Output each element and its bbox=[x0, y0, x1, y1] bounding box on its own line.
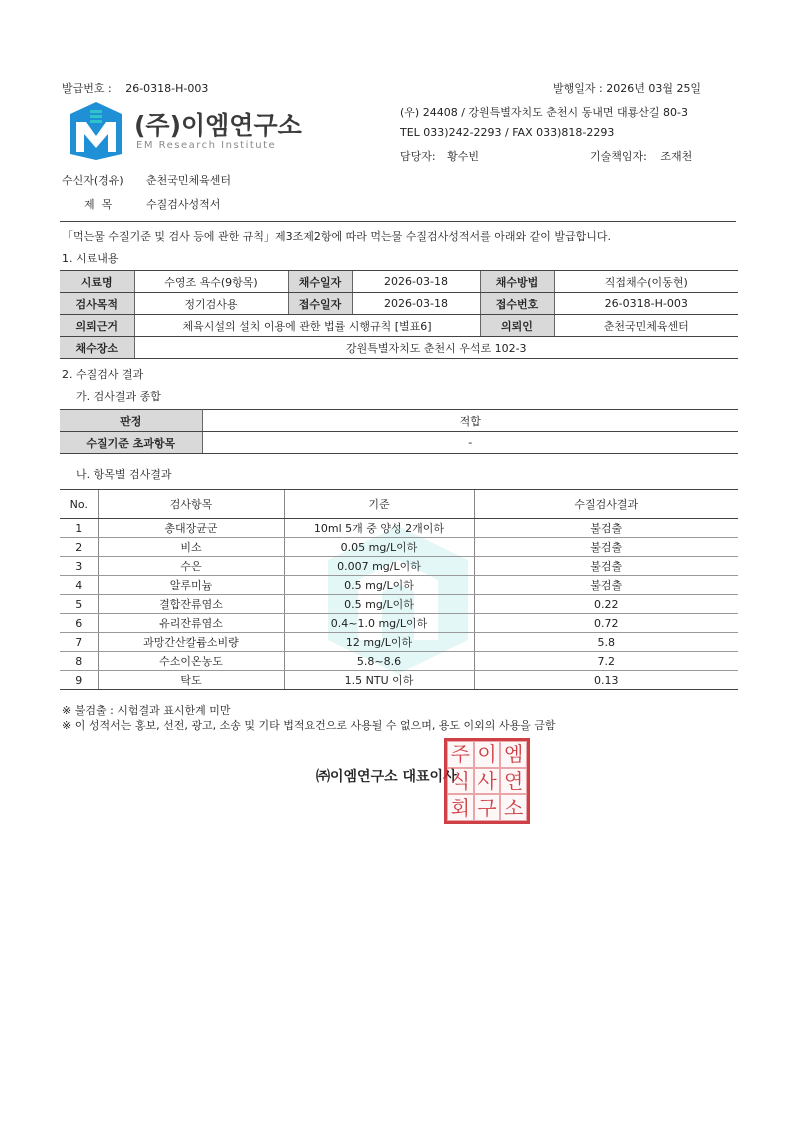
standard: 0.4~1.0 mg/L이하 bbox=[284, 614, 474, 633]
company-contact: TEL 033)242-2293 / FAX 033)818-2293 bbox=[400, 126, 615, 139]
section-2-title: 2. 수질검사 결과 bbox=[62, 368, 144, 381]
divider bbox=[60, 221, 736, 222]
results-row bbox=[60, 538, 738, 557]
cell-value: 직접채수(이동현) bbox=[554, 271, 738, 293]
sample-info-row bbox=[60, 315, 738, 337]
summary-subtitle: 가. 검사결과 종합 bbox=[76, 390, 161, 403]
sample-info-row bbox=[60, 293, 738, 315]
stamp-char: 구 bbox=[474, 794, 501, 821]
cell-value: 정기검사용 bbox=[134, 293, 288, 315]
results-row bbox=[60, 652, 738, 671]
results-table bbox=[60, 489, 738, 690]
staff-label: 담당자: bbox=[400, 150, 436, 163]
summary-row bbox=[60, 432, 738, 454]
test-item: 결합잔류염소 bbox=[98, 595, 284, 614]
test-result: 0.13 bbox=[474, 671, 738, 690]
results-row bbox=[60, 519, 738, 538]
test-item: 과망간산칼륨소비량 bbox=[98, 633, 284, 652]
stamp-char: 주 bbox=[447, 741, 474, 768]
staff-name: 황수빈 bbox=[447, 150, 479, 163]
intro-text: 「먹는물 수질기준 및 검사 등에 관한 규칙」제3조제2항에 따라 먹는물 수질검사성적서를 아래와 같이 발급합니다. bbox=[62, 230, 611, 243]
standard: 0.007 mg/L이하 bbox=[284, 557, 474, 576]
col-header: 검사항목 bbox=[98, 490, 284, 519]
cell-label: 의뢰근거 bbox=[60, 315, 134, 337]
issue-number-value: 26-0318-H-003 bbox=[125, 82, 209, 95]
issue-number-label: 발급번호 : bbox=[62, 82, 112, 95]
col-header: 기준 bbox=[284, 490, 474, 519]
sample-info-row bbox=[60, 271, 738, 293]
stamp-char: 연 bbox=[500, 768, 527, 795]
results-row bbox=[60, 633, 738, 652]
results-row bbox=[60, 671, 738, 690]
test-result: 0.22 bbox=[474, 595, 738, 614]
cell-value: 체육시설의 설치 이용에 관한 법률 시행규칙 [별표6] bbox=[134, 315, 480, 337]
company-seal-stamp bbox=[444, 738, 530, 824]
test-result: 불검출 bbox=[474, 576, 738, 595]
test-item: 총대장균군 bbox=[98, 519, 284, 538]
results-row bbox=[60, 595, 738, 614]
cell-value: 2026-03-18 bbox=[352, 293, 480, 315]
stamp-char: 회 bbox=[447, 794, 474, 821]
row-number: 9 bbox=[60, 671, 98, 690]
tech-manager-name: 조재천 bbox=[660, 150, 693, 163]
tech-manager-label: 기술책임자: bbox=[590, 150, 647, 163]
row-number: 5 bbox=[60, 595, 98, 614]
signature: ㈜이엠연구소 대표이사 bbox=[316, 769, 457, 785]
row-number: 8 bbox=[60, 652, 98, 671]
exceed-value: - bbox=[202, 432, 738, 454]
row-number: 4 bbox=[60, 576, 98, 595]
cell-value: 2026-03-18 bbox=[352, 271, 480, 293]
test-item: 수소이온농도 bbox=[98, 652, 284, 671]
stamp-char: 사 bbox=[474, 768, 501, 795]
results-row bbox=[60, 557, 738, 576]
verdict-label: 판정 bbox=[60, 410, 202, 432]
cell-label: 채수장소 bbox=[60, 337, 134, 359]
row-number: 6 bbox=[60, 614, 98, 633]
subject-label: 제 목 bbox=[84, 198, 113, 211]
section-1-title: 1. 시료내용 bbox=[62, 252, 119, 265]
test-result: 불검출 bbox=[474, 557, 738, 576]
sample-info-table bbox=[60, 270, 738, 359]
verdict-value: 적합 bbox=[202, 410, 738, 432]
standard: 0.5 mg/L이하 bbox=[284, 595, 474, 614]
cell-label: 채수일자 bbox=[288, 271, 352, 293]
test-item: 탁도 bbox=[98, 671, 284, 690]
standard: 5.8~8.6 bbox=[284, 652, 474, 671]
summary-table bbox=[60, 409, 738, 454]
cell-value: 26-0318-H-003 bbox=[554, 293, 738, 315]
standard: 12 mg/L이하 bbox=[284, 633, 474, 652]
note-1: ※ 불검출 : 시험결과 표시한계 미만 bbox=[62, 704, 231, 717]
standard: 10ml 5개 중 양성 2개이하 bbox=[284, 519, 474, 538]
subject-value: 수질검사성적서 bbox=[146, 198, 221, 211]
cell-label: 채수방법 bbox=[480, 271, 554, 293]
exceed-label: 수질기준 초과항목 bbox=[60, 432, 202, 454]
test-result: 7.2 bbox=[474, 652, 738, 671]
company-address: (우) 24408 / 강원특별자치도 춘천시 동내면 대룡산길 80-3 bbox=[400, 106, 688, 119]
cell-label: 의뢰인 bbox=[480, 315, 554, 337]
test-item: 수은 bbox=[98, 557, 284, 576]
stamp-char: 식 bbox=[447, 768, 474, 795]
standard: 1.5 NTU 이하 bbox=[284, 671, 474, 690]
results-row bbox=[60, 614, 738, 633]
test-item: 유리잔류염소 bbox=[98, 614, 284, 633]
standard: 0.05 mg/L이하 bbox=[284, 538, 474, 557]
cell-value: 강원특별자치도 춘천시 우석로 102-3 bbox=[134, 337, 738, 359]
summary-row bbox=[60, 410, 738, 432]
results-header-row bbox=[60, 490, 738, 519]
test-result: 0.72 bbox=[474, 614, 738, 633]
row-number: 7 bbox=[60, 633, 98, 652]
tech-manager bbox=[590, 148, 692, 164]
stamp-char: 소 bbox=[500, 794, 527, 821]
standard: 0.5 mg/L이하 bbox=[284, 576, 474, 595]
row-number: 3 bbox=[60, 557, 98, 576]
cell-label: 검사목적 bbox=[60, 293, 134, 315]
test-result: 불검출 bbox=[474, 519, 738, 538]
col-header: 수질검사결과 bbox=[474, 490, 738, 519]
row-number: 2 bbox=[60, 538, 98, 557]
stamp-char: 엠 bbox=[500, 741, 527, 768]
company-name-en: EM Research Institute bbox=[136, 140, 277, 151]
cell-label: 접수일자 bbox=[288, 293, 352, 315]
recipient-label: 수신자(경유) bbox=[62, 174, 124, 187]
staff bbox=[400, 148, 479, 164]
company-logo-icon bbox=[64, 100, 128, 162]
cell-label: 접수번호 bbox=[480, 293, 554, 315]
cell-value: 춘천국민체육센터 bbox=[554, 315, 738, 337]
issue-number bbox=[62, 80, 208, 96]
cell-label: 시료명 bbox=[60, 271, 134, 293]
row-number: 1 bbox=[60, 519, 98, 538]
stamp-char: 이 bbox=[474, 741, 501, 768]
col-header: No. bbox=[60, 490, 98, 519]
recipient-value: 춘천국민체육센터 bbox=[146, 174, 232, 187]
issue-date: 발행일자 : 2026년 03월 25일 bbox=[553, 82, 702, 95]
test-item: 알루미늄 bbox=[98, 576, 284, 595]
results-row bbox=[60, 576, 738, 595]
company-name: (주)이엠연구소 bbox=[134, 111, 302, 140]
test-result: 불검출 bbox=[474, 538, 738, 557]
results-subtitle: 나. 항목별 검사결과 bbox=[76, 468, 172, 481]
note-2: ※ 이 성적서는 홍보, 선전, 광고, 소송 및 기타 법적요건으로 사용될 수 없으며, 용도 이외의 사용을 금함 bbox=[62, 719, 556, 732]
cell-value: 수영조 욕수(9항목) bbox=[134, 271, 288, 293]
test-result: 5.8 bbox=[474, 633, 738, 652]
sample-info-row bbox=[60, 337, 738, 359]
test-item: 비소 bbox=[98, 538, 284, 557]
